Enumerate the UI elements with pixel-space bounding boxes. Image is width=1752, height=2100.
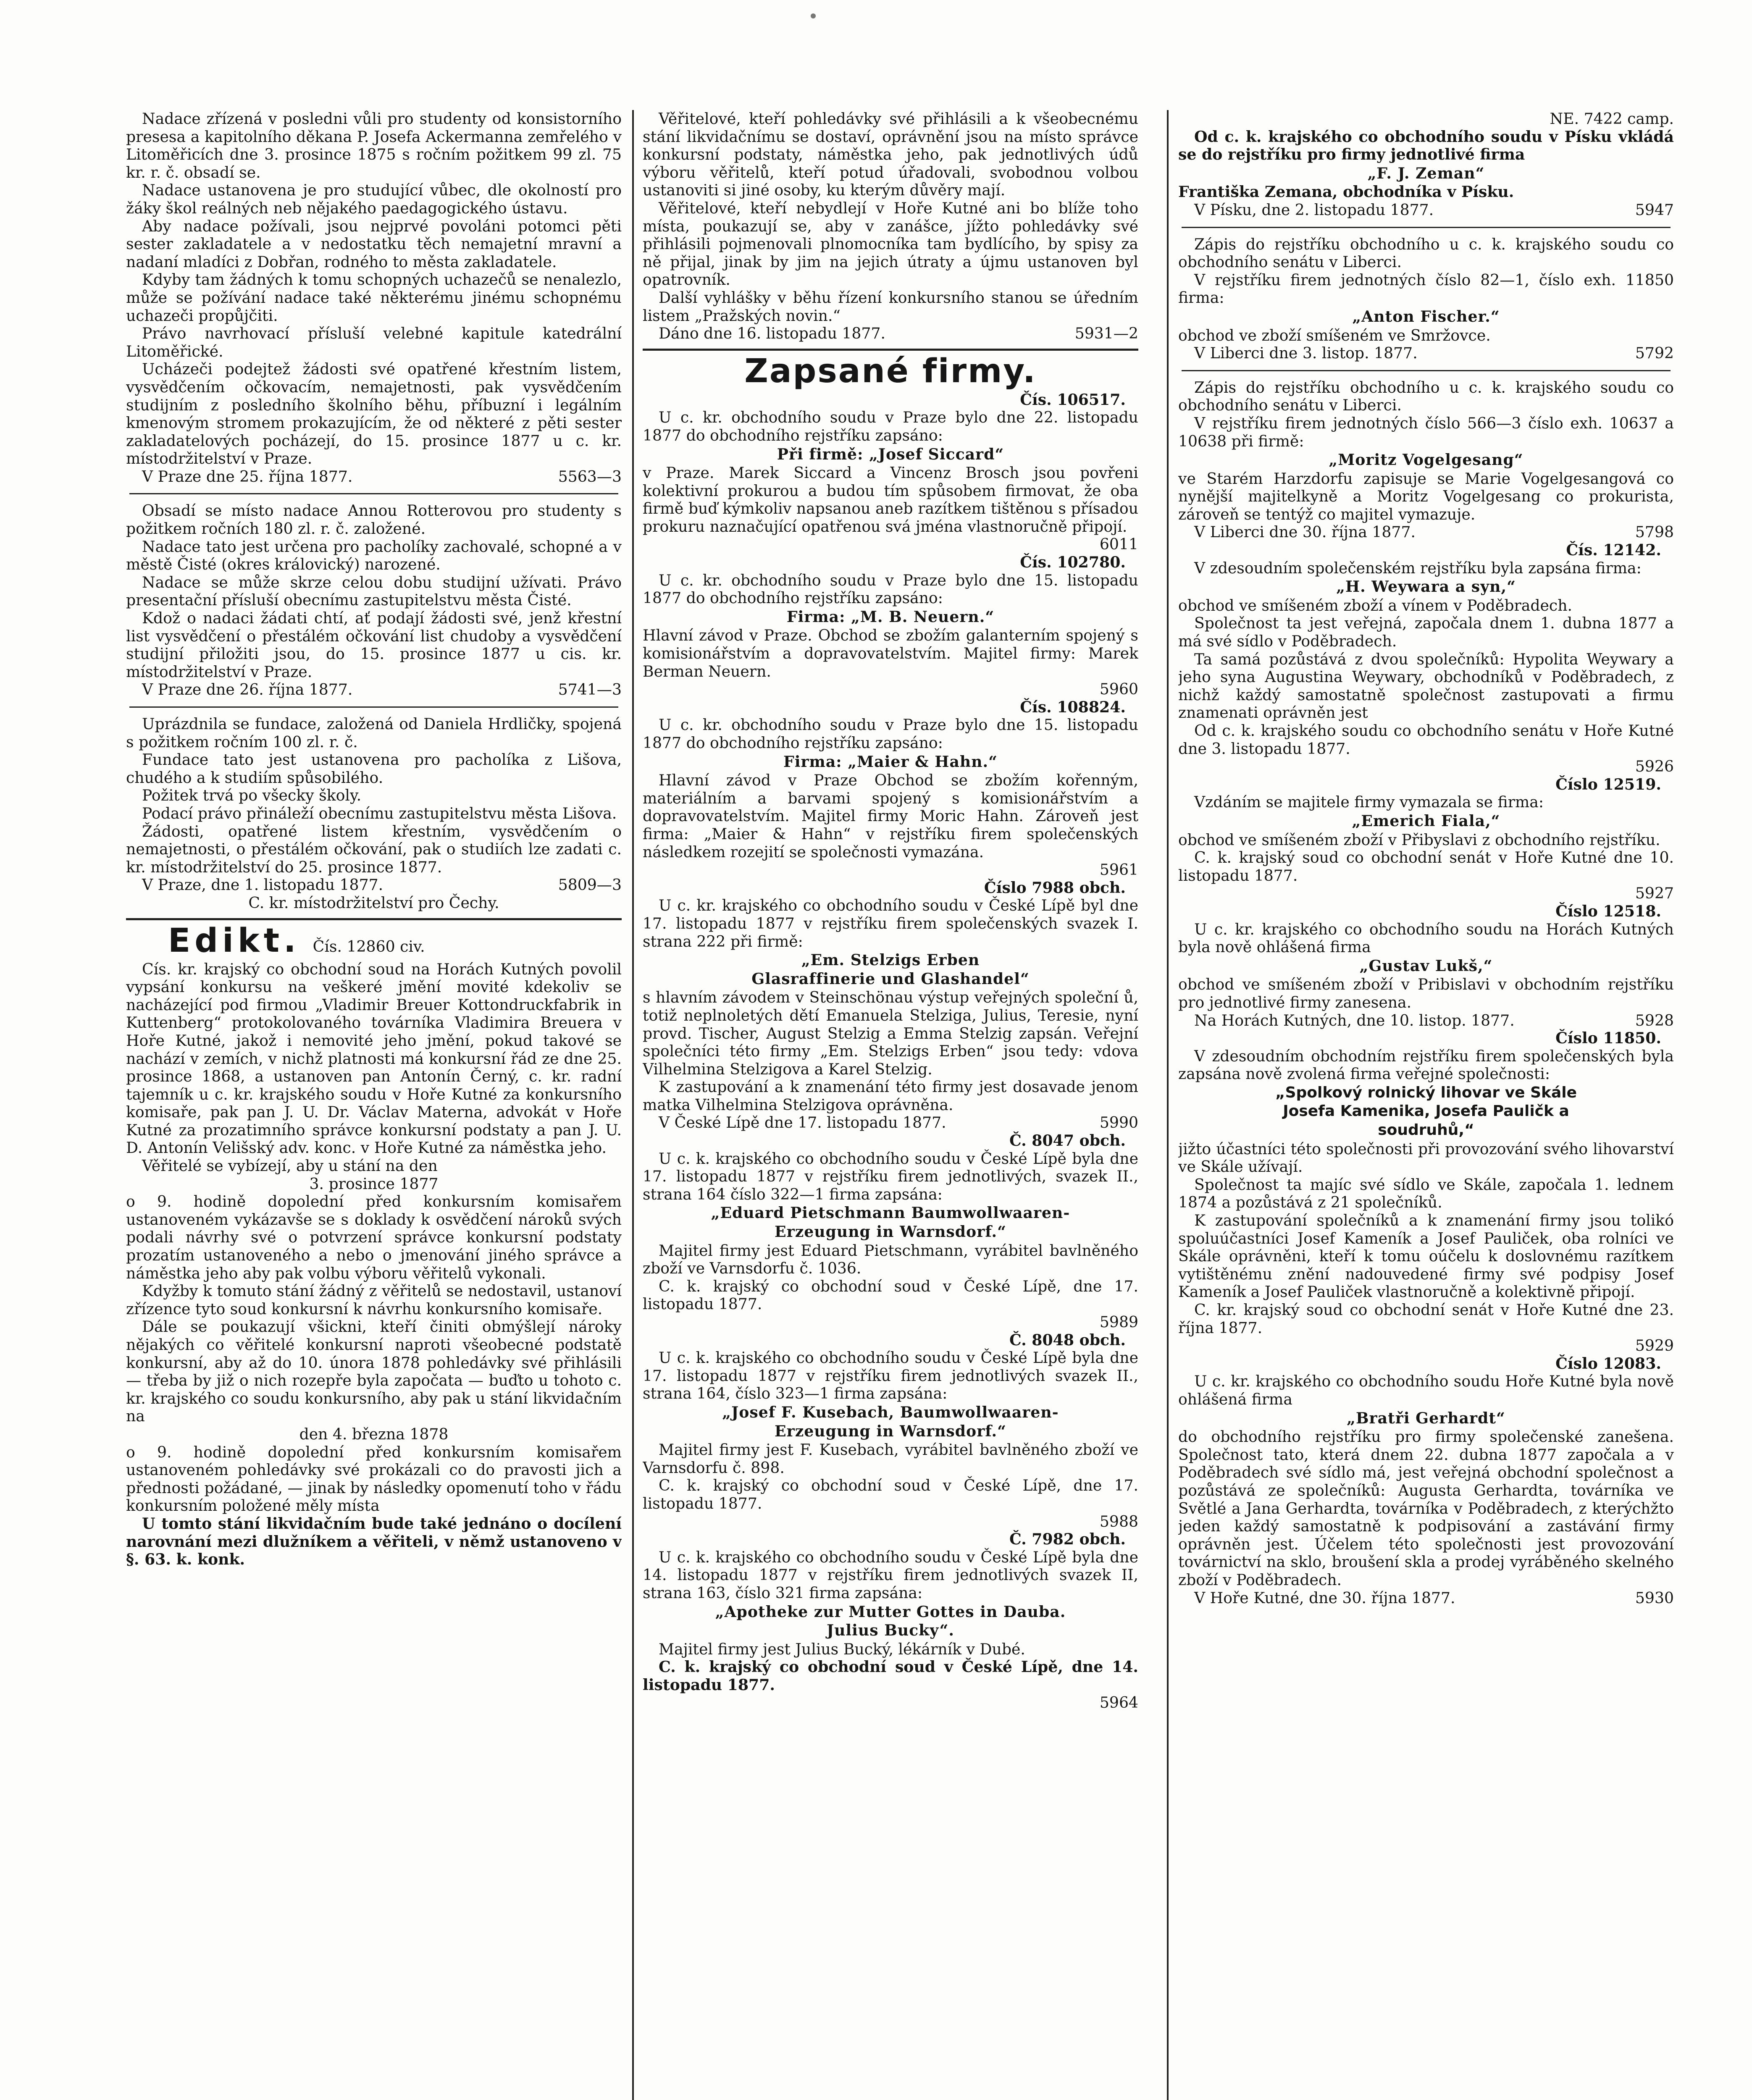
separator	[129, 493, 618, 494]
notice-code: 5798	[1635, 523, 1674, 541]
firm-entry-pietschmann	[643, 1132, 1138, 1331]
notice-date: Dáno dne 16. listopadu 1877.	[659, 324, 885, 343]
entry-number: Číslo 12518.	[1555, 902, 1661, 920]
paragraph: Františka Zemana, obchodníka v Písku.	[1178, 183, 1514, 201]
paragraph: obchod ve smíšeném zboží a vínem v Poděbradech.	[1178, 596, 1573, 614]
column-middle	[643, 110, 1138, 2100]
paragraph: V rejstříku firem jednotných číslo 82—1, číslo exh. 11850 firma:	[1178, 270, 1674, 307]
entry-number: Čís. 102780.	[1020, 553, 1126, 572]
firm-name: Josefa Kamenika, Josefa Pauličk a	[1283, 1102, 1569, 1120]
paragraph: Kdož o nadaci žádati chtí, ať podají žádosti své, jenž křestní list vysvědčení o přestálém očkování list chudoby a vysvědčení studijní přiložiti jsou, do 15. prosince 1877 u cis. kr. místodržitelství v Praze.	[126, 609, 622, 681]
paragraph: Majitel firmy jest Eduard Pietschmann, vyrábitel bavlněného zboží ve Varnsdorfu č. 1036.	[643, 1241, 1138, 1278]
notice-footer	[1178, 344, 1674, 362]
paragraph: Věřitelové, kteří nebydlejí v Hoře Kutné ani bo blíže toho místa, poukazují se, aby v zanášce, jížto pohledávky své přihlásili pojmenovali plnomocníka tam bydlícího, by spisy za ně přijal, jinak by jim na jejich útraty a újmu ustanoven byl opatrovník.	[643, 199, 1138, 289]
paragraph: K zastupování a k znamenání této firmy jest dosavade jenom matka Vilhelmina Stelzigova oprávněna.	[643, 1078, 1138, 1114]
firm-entry-fiala	[1178, 776, 1674, 903]
entry-number: Číslo 12519.	[1555, 775, 1661, 793]
entry-code: 5927	[1635, 884, 1674, 903]
firm-name: soudruhů,“	[1378, 1121, 1474, 1139]
notice-code: 5928	[1635, 1011, 1674, 1029]
firm-name: „Spolkový rolnický lihovar ve Skále	[1275, 1084, 1577, 1101]
firm-entry-neuern	[643, 554, 1138, 698]
notice-footer	[126, 468, 622, 486]
entry-number: Číslo 11850.	[1555, 1029, 1661, 1047]
paragraph: U tomto stání likvidačním bude také jednáno o docílení narovnání mezi dlužníkem a věřiteli, v němž ustanoveno v §. 63. k. konk.	[126, 1514, 622, 1569]
paragraph: U c. kr. krajského co obchodního soudu v České Lípě byl dne 17. listopadu 1877 v rejstříku firem společenských svazek I. strana 222 při firmě:	[643, 896, 1138, 950]
paragraph: Nadace ustanovena je pro studující vůbec, dle okolností pro žáky škol reálných neb nějakého paedagogického ústavu.	[126, 181, 622, 217]
paragraph: Zápis do rejstříku obchodního u c. k. krajského soudu co obchodního senátu v Liberci.	[1178, 378, 1674, 415]
paragraph: Nadace zřízená v posledni vůli pro studenty od konsistorního presesa a kapitolního děkana P. Josefa Ackermanna zemřelého v Litoměřicích dne 3. prosince 1875 s ročním požitkem 99 zl. 75 kr. r. č. obsadí se.	[126, 110, 622, 181]
notice-ackermann	[126, 110, 622, 486]
firm-entry-luks	[1178, 903, 1674, 1029]
firm-name: „H. Weywara a syn,“	[1336, 578, 1516, 596]
notice-footer	[126, 876, 622, 894]
firm-name: Julius Bucky“.	[827, 1621, 954, 1640]
entry-code: 5989	[1099, 1313, 1138, 1331]
paragraph: V rejstříku firem jednotných číslo 566—3 číslo exh. 10637 a 10638 při firmě:	[1178, 414, 1674, 450]
notice-date: V Praze dne 25. října 1877.	[142, 467, 353, 486]
section-title: Zapsané firmy.	[744, 352, 1037, 390]
firm-entry-bucky	[643, 1530, 1138, 1712]
paragraph: U c. kr. krajského co obchodního soudu Hoře Kutné byla nově ohlášená firma	[1178, 1372, 1674, 1408]
notice-date: V Praze dne 26. října 1877.	[142, 680, 353, 699]
entry-code: 5929	[1635, 1336, 1674, 1355]
notice-date: Na Horách Kutných, dne 10. listop. 1877.	[1194, 1011, 1515, 1029]
notice-edikt-cont	[643, 110, 1138, 343]
paragraph: Fundace tato jest ustanovena pro pacholíka z Lišova, chudého a k studiím spůsobilého.	[126, 751, 622, 787]
paragraph: obchod ve smíšeném zboží v Přibyslavi z obchodního rejstříku.	[1178, 830, 1660, 849]
firm-name: Erzeugung in Warnsdorf.“	[775, 1223, 1006, 1241]
separator	[1182, 227, 1671, 228]
paragraph: obchod ve zboží smíšeném ve Smržovce.	[1178, 326, 1491, 344]
paragraph: Věřitelé se vybízejí, aby u stání na den	[142, 1157, 438, 1175]
firm-name: „Moritz Vogelgesang“	[1329, 451, 1523, 469]
notice-rotterova	[126, 502, 622, 699]
notice-date: V Písku, dne 2. listopadu 1877.	[1194, 200, 1434, 219]
firm-name: Erzeugung in Warnsdorf.“	[775, 1422, 1006, 1440]
notice-footer	[643, 325, 1138, 343]
separator	[1182, 370, 1671, 371]
entry-number: Číslo 12083.	[1555, 1354, 1661, 1373]
column-left	[126, 110, 622, 2100]
paragraph: Věřitelové, kteří pohledávky své přihlásili a k všeobecnému stání likvidačnímu se dostaví, oprávnění jsou na místo správce konkursní podstaty, náměstka jeho, pak jednotlivých údů výboru věřitelů, kteří potud úřadovali, svobodnou volbou ustanoviti si jiné osoby, ku kterým důvěry mají.	[643, 110, 1138, 200]
notice-code: 5930	[1635, 1588, 1674, 1607]
paragraph: ve Starém Harzdorfu zapisuje se Marie Vogelgesangová co nynější majitelkyně a Moritz Vogelgesang co prokurista, zároveň se tentýž co majitel vymazuje.	[1178, 469, 1674, 523]
entry-number: Č. 8048 obch.	[1009, 1331, 1126, 1349]
entry-code: 5961	[1099, 861, 1138, 879]
firm-name: Glasraffinerie und Glashandel“	[751, 969, 1030, 988]
firm-entry-zeman	[1178, 128, 1674, 219]
firm-name: „F. J. Zeman“	[1367, 164, 1485, 182]
paragraph: Dále se poukazují všickni, kteří činiti obmýšlejí nároky nějakých co věřitelé konkursní naproti všeobecné podstatě konkursní, aby až do 10. února 1878 pohledávky své přihlásili — třeba by již o nich rozepře byla započata — buďto u tohoto c. kr. krajského co soudu konkursního, aby pak u stání likvidačním na	[126, 1318, 622, 1425]
paragraph: V zdesoudním společenském rejstříku byla zapsána firma:	[1194, 559, 1642, 577]
notice-code: 5741—3	[558, 680, 622, 699]
edikt-header	[126, 923, 622, 959]
edikt-date-1: 3. prosince 1877	[309, 1174, 439, 1193]
firm-name: Při firmě: „Josef Siccard“	[777, 445, 1004, 463]
paragraph: C. k. krajský co obchodní soud v České Lípě, dne 17. listopadu 1877.	[643, 1476, 1138, 1512]
paragraph: U c. kr. obchodního soudu v Praze bylo dne 15. listopadu 1877 do obchodního rejstříku zapsáno:	[643, 716, 1138, 752]
paragraph: Majitel firmy jest Julius Bucký, lékárník v Dubé.	[659, 1640, 1025, 1658]
firm-name: Firma: „M. B. Neuern.“	[786, 607, 995, 626]
column-rule-1	[632, 110, 634, 2100]
paragraph: C. k. krajský co obchodní soud v České Lípě, dne 14. listopadu 1877.	[643, 1658, 1138, 1694]
notice-footer	[643, 1114, 1138, 1132]
header-ne-number: NE. 7422 camp.	[1550, 110, 1674, 128]
notice-footer	[126, 681, 622, 699]
notice-date: V Hoře Kutné, dne 30. října 1877.	[1194, 1588, 1455, 1607]
paragraph: s hlavním závodem v Steinschönau výstup veřejných společní ů, totiž neplnoletých dětí Emanuela Stelziga, Julius, Teresie, nyní provd. Tischer, August Stelzig a Emma Stelzig zapsán. Veřejní společníci této firmy „Em. Stelzigs Erben“ jsou tedy: vdova Vilhelmina Stelzigova a Karel Stelzig.	[643, 988, 1138, 1078]
paragraph: Hlavní závod v Praze Obchod se zbožím kořenným, materiálním a barvami spojený s komisionářstvím a dopravovatelstvím. Majitel firmy Moric Hahn. Zároveň jest firma: „Maier & Hahn“ v rejstříku firem společenských následkem rozejití se společnosti vymazána.	[643, 771, 1138, 861]
entry-code: 5926	[1635, 757, 1674, 776]
notice-signature: C. kr. místodržitelství pro Čechy.	[248, 893, 499, 912]
firm-entry-siccard	[643, 391, 1138, 554]
firm-name: „Anton Fischer.“	[1352, 307, 1500, 326]
firm-entry-stelzig	[643, 879, 1138, 1132]
entry-number: Čís. 106517.	[1020, 390, 1126, 409]
separator-thick	[126, 918, 622, 920]
firm-name: „Bratři Gerhardt“	[1347, 1409, 1505, 1427]
notice-edikt	[126, 923, 622, 1569]
firm-name: „Em. Stelzigs Erben	[801, 951, 980, 969]
notice-code: 5792	[1635, 344, 1674, 362]
paragraph: Cís. kr. krajský co obchodní soud na Horách Kutných povolil vypsání konkursu na veškeré jmění movité kdekoliv se nacházející pod firmou „Vladimir Breuer Kottondruckfabrik in Kuttenberg“ protokolovaného továrníka Vladimira Breuera v Hoře Kutné, jakož i nemovité jeho jmění, pokud takové se nachází v zemích, v nichž platnosti má konkursní řád ze dne 25. prosince 1868, a ustanoven pan Antonín Černý, c. kr. radní tajemník u c. kr. krajského soudu v Hoře Kutné za konkursního komisaře, pak pan J. U. Dr. Václav Materna, advokát v Hoře Kutné za prozatimního správce konkursní podstaty a pan J. U. D. Antonín Velišský adv. konc. v Hoře Kutné za náměstka jeho.	[126, 960, 622, 1157]
paragraph: C. kr. krajský soud co obchodní senát v Hoře Kutné dne 23. října 1877.	[1178, 1301, 1674, 1337]
firm-entry-gerhardt	[1178, 1355, 1674, 1607]
paragraph: U c. kr. obchodního soudu v Praze bylo dne 15. listopadu 1877 do obchodního rejstříku zapsáno:	[643, 571, 1138, 607]
paragraph: Podací právo přináleží obecnímu zastupitelstvu města Lišova.	[142, 804, 617, 822]
entry-number: Číslo 7988 obch.	[984, 878, 1126, 897]
firm-name: „Eduard Pietschmann Baumwollwaaren-	[711, 1204, 1070, 1222]
edikt-date-2: den 4. března 1878	[299, 1425, 449, 1443]
paragraph: Kdyžby k tomuto stání žádný z věřitelů se nedostavil, ustanoví zřízence tyto soud konkursní k návrhu konkursního komisaře.	[126, 1282, 622, 1318]
firm-entry-kusebach	[643, 1331, 1138, 1531]
entry-number: Č. 8047 obch.	[1009, 1131, 1126, 1150]
paragraph: jižto účastníci této společnosti při provozování svého lihovarství ve Skále užívají.	[1178, 1139, 1674, 1176]
notice-date: V Liberci dne 3. listop. 1877.	[1194, 344, 1418, 362]
paragraph: Ucházeči podejtež žádosti své opatřené křestním listem, vysvědčením očkovacím, nemajetnosti, pak vysvědčením studijním z posledního školního běhu, příbuzní i legálním kmenovým stromem prokazujícím, že od některé z pěti sester zakladatelových pocházejí, do 15. prosince 1877 u c. kr. místodržitelství v Praze.	[126, 360, 622, 468]
paragraph: v Praze. Marek Siccard a Vincenz Brosch jsou povřeni kolektivní prokurou a budou tím spůsobem firmovat, že oba firmě buď kýmkoliv napsanou aneb razítkem tištěnou s přísadou prokuru naznačující opatřenou svá jména vlastnoručně připojí.	[643, 464, 1138, 536]
paragraph: Požitek trvá po všecky školy.	[142, 786, 362, 805]
paragraph: Žádosti, opatřené listem křestním, vysvědčením o nemajetnosti, o přestálém očkování, pak o studiích lze zadati c. kr. místodržitelství do 25. prosince 1877.	[126, 822, 622, 876]
entry-code: 5960	[1099, 680, 1138, 698]
firm-name: „Gustav Lukš,“	[1359, 956, 1493, 975]
notice-footer	[1178, 1012, 1674, 1030]
firm-entry-spolkovy-lihovar	[1178, 1029, 1674, 1355]
column-rule-2	[1167, 110, 1169, 2100]
firm-entry-fischer	[1178, 236, 1674, 362]
entry-number: Čís. 108824.	[1020, 698, 1126, 716]
notice-footer	[1178, 523, 1674, 541]
paragraph: U c. k. krajského co obchodního soudu v České Lípě byla dne 17. listopadu 1877 v rejstříku firem jednotlivých svazek II., strana 164, číslo 323—1 firma zapsána:	[643, 1349, 1138, 1403]
firm-entry-weywara	[1178, 541, 1674, 776]
paragraph: Společnost ta majíc své sídlo ve Skále, započala 1. lednem 1874 a pozůstává z 21 společníků.	[1178, 1175, 1674, 1212]
separator-thick	[643, 349, 1138, 351]
edikt-number: Čís. 12860 civ.	[313, 937, 425, 956]
paragraph: Právo navrhovací přísluší velebné kapitule katedrální Litoměřické.	[126, 324, 622, 360]
paragraph: do obchodního rejstříku pro firmy společenské zanešena. Společnost tato, která dnem 22. dubna 1877 započala a v Poděbradech své sídlo má, jest veřejná obchodní společnost a pozůstává ze společníků: Augusta Gerhardta, továrníka ve Světlé a Jana Gerhardta, továrníka v Poděbradech, z kterýchžto jeden každý samostatně k podpisování a zastávání firmy oprávněn jest. Účelem této společnosti jest provozování továrnictví na sklo, broušení skla a prodej vyráběného skelného zboží v Poděbradech.	[1178, 1428, 1674, 1589]
paragraph: U c. kr. obchodního soudu v Praze bylo dne 22. listopadu 1877 do obchodního rejstříku zapsáno:	[643, 408, 1138, 444]
notice-date: V České Lípě dne 17. listopadu 1877.	[659, 1113, 946, 1132]
top-dot-mark	[810, 13, 827, 29]
firm-entry-vogelgesang	[1178, 379, 1674, 541]
notice-date: V Liberci dne 30. října 1877.	[1194, 523, 1416, 541]
edikt-title: Edikt.	[168, 921, 300, 960]
paragraph: Zápis do rejstříku obchodního u c. k. krajského soudu co obchodního senátu v Liberci.	[1178, 235, 1674, 271]
paragraph: Aby nadace požívali, jsou nejprvé povoláni potomci pěti sester zakladatele a v nedostatku těch nemajetní mravní a nadaní mladíci z Dobřan, rodného to města zakladatele.	[126, 217, 622, 271]
paragraph: Uprázdnila se fundace, založená od Daniela Hrdličky, spojená s požitkem ročním 100 zl. r. č.	[126, 715, 622, 751]
separator	[129, 706, 618, 708]
paragraph: Společnost ta jest veřejná, započala dnem 1. dubna 1877 a má své sídlo v Poděbradech.	[1178, 614, 1674, 651]
paragraph: Vzdáním se majitele firmy vymazala se firma:	[1194, 793, 1544, 811]
paragraph: Další vyhlášky v běhu řízení konkursního stanou se úředním listem „Pražských novin.“	[643, 288, 1138, 325]
entry-code: 6011	[1099, 535, 1138, 554]
paragraph: C. k. krajský co obchodní soud v České Lípě, dne 17. listopadu 1877.	[643, 1277, 1138, 1313]
paragraph: o 9. hodině dopolední před konkursním komisařem ustanoveném pohledávky své prokázali co do pravosti jich a přednosti požádané, — jinak by následky opomenutí toho v řádu konkursním položené měly místa	[126, 1443, 622, 1515]
column-right	[1178, 110, 1674, 2100]
notice-code: 5563—3	[558, 467, 622, 486]
firm-name: Firma: „Maier & Hahn.“	[783, 752, 998, 771]
notice-code: 5809—3	[558, 876, 622, 894]
paragraph: o 9. hodině dopolední před konkursním komisařem ustanoveném vykázavše se s doklady k osvědčení nároků svých podali návrhy své o potvrzení správce konkursní podstaty prozatím ustanoveného a nebo o jmenování jiného správce a náměstka jeho aby pak volbu výboru věřitelů vykonali.	[126, 1192, 622, 1282]
entry-number: Čís. 12142.	[1566, 541, 1661, 559]
notice-date: V Praze, dne 1. listopadu 1877.	[142, 876, 383, 894]
paragraph: V zdesoudním obchodním rejstříku firem společenských byla zapsána nově zvolená firma veřejné společnosti:	[1178, 1047, 1674, 1083]
paragraph: U c. kr. krajského co obchodního soudu na Horách Kutných byla nově ohlášená firma	[1178, 920, 1674, 956]
entry-number: Č. 7982 obch.	[1009, 1530, 1126, 1549]
paragraph: Kdyby tam žádných k tomu schopných uchazečů se nenalezlo, může se požívání nadace také některému jinému schopnému uchazeči propůjčiti.	[126, 270, 622, 325]
entry-code: 5988	[1099, 1512, 1138, 1530]
paragraph: Ta samá pozůstává z dvou společníků: Hypolita Weywary a jeho syna Augustina Weywary, obchodníků v Poděbradech, z nichž každý samostatně společnost zastupovati a firmu znamenati oprávněn jest	[1178, 650, 1674, 722]
paragraph: Od c. k. krajského soudu co obchodního senátu v Hoře Kutné dne 3. listopadu 1877.	[1178, 722, 1674, 758]
paragraph: Nadace se může skrze celou dobu studijní užívati. Právo presentační přísluší obecnímu zastupitelstvu města Čisté.	[126, 573, 622, 609]
paragraph: Majitel firmy jest F. Kusebach, vyrábitel bavlněného zboží ve Varnsdorfu č. 898.	[643, 1441, 1138, 1477]
paragraph: U c. k. krajského co obchodního soudu v České Lípě byla dne 14. listopadu 1877 v rejstříku firem jednotlivých svazek II, strana 163, číslo 321 firma zapsána:	[643, 1548, 1138, 1602]
paragraph: Obsadí se místo nadace Annou Rotterovou pro studenty s požitkem ročních 180 zl. r. č. založené.	[126, 501, 622, 538]
paragraph: Od c. k. krajského co obchodního soudu v Písku vkládá se do rejstříku pro firmy jednotlivé firma	[1178, 127, 1674, 164]
paragraph: Nadace tato jest určena pro pacholíky zachovalé, schopné a v městě Čisté (okres královický) narozené.	[126, 537, 622, 574]
notice-hrdlicka	[126, 715, 622, 912]
notice-code: 5947	[1635, 200, 1674, 219]
firm-name: „Apotheke zur Mutter Gottes in Dauba.	[715, 1602, 1066, 1621]
firm-name: „Josef F. Kusebach, Baumwollwaaren-	[722, 1403, 1059, 1421]
notice-footer	[1178, 201, 1674, 219]
paragraph: C. k. krajský soud co obchodní senát v Hoře Kutné dne 10. listopadu 1877.	[1178, 848, 1674, 885]
paragraph: obchod ve smíšeném zboží v Pribislavi v obchodním rejstříku pro jednotlivé firmy zanesena.	[1178, 975, 1674, 1011]
paragraph: K zastupování společníků a k znamenání firmy jsou tolikó spoluúčastníci Josef Kameník a Josef Pauliček, oba rolníci ve Skále oprávněni, kteří k tomu oúčelu k doslovnému razítkem vytištěnému znění nadouvedené firmy své podpisy Josef Kameník a Josef Pauliček vlastnoručně a kolektivně připojí.	[1178, 1211, 1674, 1301]
firm-name: „Emerich Fiala,“	[1352, 811, 1500, 830]
notice-code: 5931—2	[1074, 324, 1138, 343]
paragraph: U c. k. krajského co obchodního soudu v České Lípě byla dne 17. listopadu 1877 v rejstříku firem jednotlivých, svazek II., strana 164 číslo 322—1 firma zapsána:	[643, 1149, 1138, 1203]
notice-footer	[1178, 1589, 1674, 1607]
firm-entry-maier-hahn	[643, 698, 1138, 879]
notice-code: 5990	[1099, 1113, 1138, 1132]
paragraph: Hlavní závod v Praze. Obchod se zbožím galanterním spojený s komisionářstvím a dopravovatelstvím. Majitel firmy: Marek Berman Neuern.	[643, 626, 1138, 680]
entry-code: 5964	[1099, 1693, 1138, 1712]
